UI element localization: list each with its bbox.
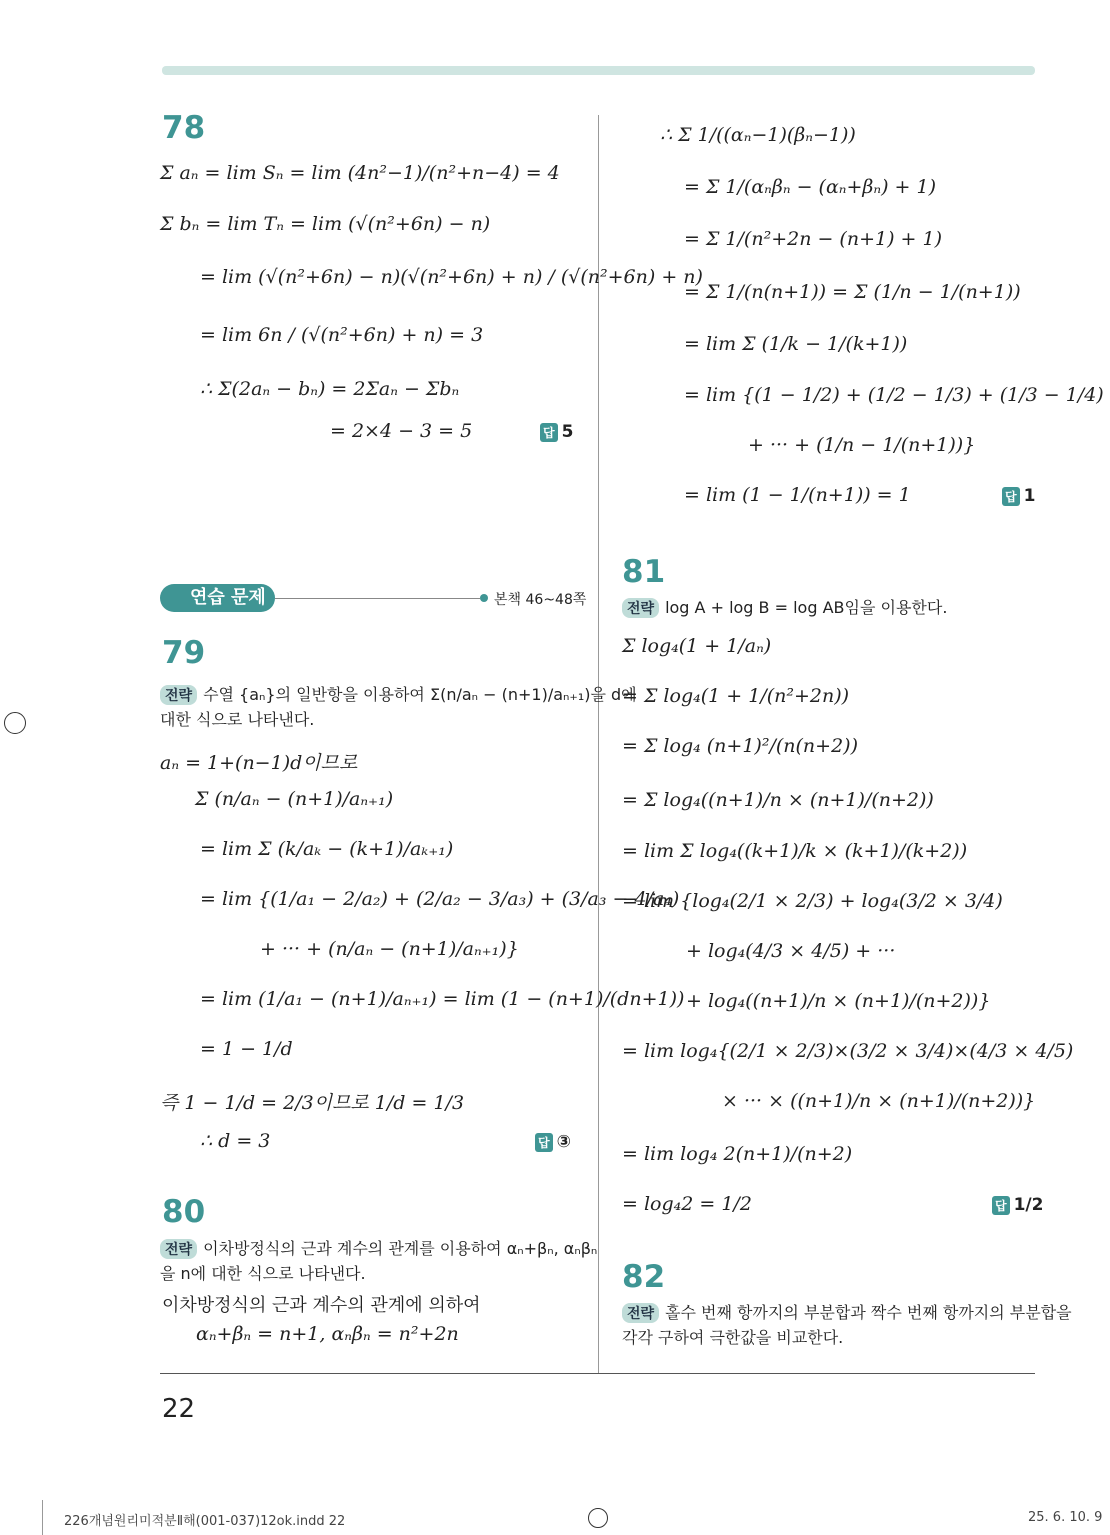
answer-value: 5 [561,422,574,442]
math-line: αₙ+βₙ = n+1, αₙβₙ = n²+2n [196,1323,459,1345]
math-line: = Σ log₄(1 + 1/(n²+2n)) [622,685,850,707]
column-divider [598,115,599,1373]
strategy-text: 이차방정식의 근과 계수의 관계를 이용하여 αₙ+βₙ, αₙβₙ [203,1239,598,1258]
footer-date: 25. 6. 10. 9 [1028,1510,1103,1525]
math-line: = log₄2 = 1/2 [622,1193,752,1215]
registration-mark-icon [588,1508,608,1528]
answer [992,1195,1043,1215]
strategy-line [622,1300,1072,1323]
math-line: = lim 6n / (√(n²+6n) + n) = 3 [200,324,484,346]
strategy-text: 홀수 번째 항까지의 부분합과 짝수 번째 항까지의 부분합을 [665,1303,1072,1322]
answer [1002,486,1035,506]
math-line: = 1 − 1/d [200,1038,293,1060]
section-title: 연습 문제 [160,584,275,612]
math-line: 이차방정식의 근과 계수의 관계에 의하여 [162,1295,481,1316]
math-line: aₙ = 1+(n−1)d이므로 [160,752,358,774]
math-line: ∴ Σ(2aₙ − bₙ) = 2Σaₙ − Σbₙ [200,378,460,400]
math-line: ∴ d = 3 [200,1130,271,1152]
math-line: Σ log₄(1 + 1/aₙ) [622,635,772,657]
math-line: = lim {(1 − 1/2) + (1/2 − 1/3) + (1/3 − 1/4) [684,384,1104,406]
problem-number: 80 [162,1194,206,1230]
strategy-text: log A + log B = log AB임을 이용한다. [665,598,948,617]
math-line: Σ bₙ = lim Tₙ = lim (√(n²+6n) − n) [160,213,491,235]
strategy-line [160,682,637,705]
strategy-line [160,1236,597,1259]
bottom-rule [160,1373,1035,1374]
strategy-tag: 전략 [160,1239,197,1259]
registration-mark-icon [4,712,26,734]
strategy-tag: 전략 [160,685,197,705]
math-line: ∴ Σ 1/((αₙ−1)(βₙ−1)) [660,124,856,146]
math-line: Σ (n/aₙ − (n+1)/aₙ₊₁) [195,788,394,810]
strategy-tag: 전략 [622,598,659,618]
strategy-line [622,595,947,618]
section-reference: 본책 46~48쪽 [494,592,587,608]
strategy-text: 을 n에 대한 식으로 나타낸다. [160,1264,366,1283]
math-line: = lim Σ (1/k − 1/(k+1)) [684,333,908,355]
answer-badge: 답 [540,423,558,442]
footer-file: 226개념원리미적분Ⅱ해(001-037)12ok.indd 22 [64,1514,346,1529]
answer-value: 1 [1023,486,1036,506]
math-line: + log₄(4/3 × 4/5) + ··· [686,940,896,962]
math-line: 즉 1 − 1/d = 2/3이므로 1/d = 1/3 [160,1092,465,1114]
math-line: = lim log₄ 2(n+1)/(n+2) [622,1143,853,1165]
page-number: 22 [162,1394,196,1424]
math-line: + ··· + (1/n − 1/(n+1))} [748,434,976,456]
answer-value: ③ [556,1132,571,1152]
answer-badge: 답 [992,1196,1010,1215]
math-line: Σ aₙ = lim Sₙ = lim (4n²−1)/(n²+n−4) = 4 [160,162,560,184]
problem-number: 79 [162,635,206,671]
math-line: = lim Σ (k/aₖ − (k+1)/aₖ₊₁) [200,838,454,860]
strategy-line [160,1261,366,1284]
answer-value: 1/2 [1013,1195,1044,1215]
bullet-icon [480,594,488,602]
problem-number: 78 [162,110,206,146]
math-line: = lim (1 − 1/(n+1)) = 1 [684,484,911,506]
answer [540,422,573,442]
strategy-tag: 전략 [622,1303,659,1323]
answer [535,1132,571,1152]
math-line: = Σ 1/(αₙβₙ − (αₙ+βₙ) + 1) [684,176,937,198]
header-bar [162,66,1035,75]
math-line: = Σ log₄((n+1)/n × (n+1)/(n+2)) [622,789,934,811]
answer-badge: 답 [535,1133,553,1152]
math-line: = lim (1/a₁ − (n+1)/aₙ₊₁) = lim (1 − (n+1)/(dn+1)) [200,988,685,1010]
math-line: + log₄((n+1)/n × (n+1)/(n+2))} [686,990,991,1012]
math-line: = lim {log₄(2/1 × 2/3) + log₄(3/2 × 3/4) [622,890,1003,912]
strategy-line [160,707,314,730]
math-line: = Σ 1/(n²+2n − (n+1) + 1) [684,228,943,250]
crop-mark [42,1500,43,1535]
math-line: = 2×4 − 3 = 5 [330,420,473,442]
problem-number: 81 [622,554,666,590]
strategy-text: 대한 식으로 나타낸다. [160,710,315,729]
math-line: = Σ 1/(n(n+1)) = Σ (1/n − 1/(n+1)) [684,281,1021,303]
math-line: = lim (√(n²+6n) − n)(√(n²+6n) + n) / (√(n²+6n) + n) [200,266,703,288]
section-rule [275,598,480,599]
strategy-text: 각각 구하여 극한값을 비교한다. [622,1328,844,1347]
strategy-text: 수열 {aₙ}의 일반항을 이용하여 Σ(n/aₙ − (n+1)/aₙ₊₁)을 d에 [203,685,637,704]
math-line: + ··· + (n/aₙ − (n+1)/aₙ₊₁)} [260,938,519,960]
answer-badge: 답 [1002,487,1020,506]
math-line: = lim {(1/a₁ − 2/a₂) + (2/a₂ − 3/a₃) + (3/a₃ − 4/a₄) [200,888,680,910]
problem-number: 82 [622,1259,666,1295]
math-line: = lim Σ log₄((k+1)/k × (k+1)/(k+2)) [622,840,968,862]
math-line: × ··· × ((n+1)/n × (n+1)/(n+2))} [722,1090,1036,1112]
math-line: = Σ log₄ (n+1)²/(n(n+2)) [622,735,858,757]
math-line: = lim log₄{(2/1 × 2/3)×(3/2 × 3/4)×(4/3 × 4/5) [622,1040,1074,1062]
strategy-line [622,1325,843,1348]
